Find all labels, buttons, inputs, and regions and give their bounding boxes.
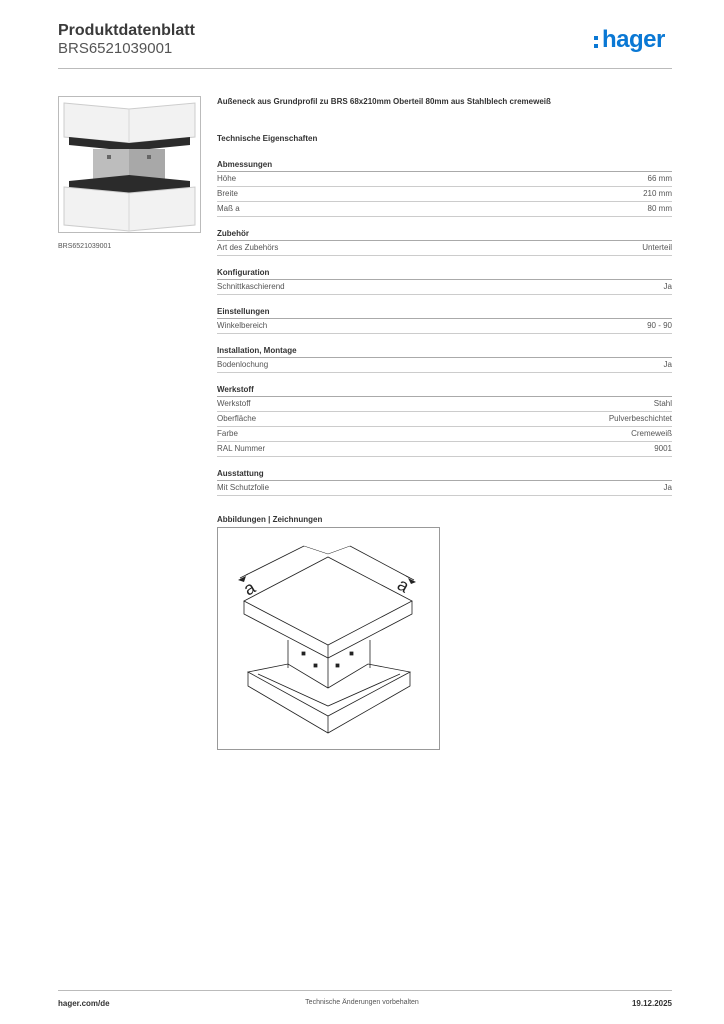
- spec-group: [217, 158, 672, 217]
- spec-label: Winkelbereich: [217, 321, 268, 330]
- spec-row: [217, 319, 672, 334]
- spec-value: Ja: [663, 360, 672, 369]
- spec-group: [217, 383, 672, 457]
- spec-group: [217, 344, 672, 373]
- spec-value: Ja: [663, 282, 672, 291]
- spec-label: Art des Zubehörs: [217, 243, 279, 252]
- header-divider: [58, 68, 672, 69]
- spec-group: [217, 227, 672, 256]
- spec-label: Mit Schutzfolie: [217, 483, 270, 492]
- spec-row: [217, 187, 672, 202]
- drawings-heading: Abbildungen | Zeichnungen: [217, 515, 323, 524]
- dimension-a-left: a: [240, 577, 259, 600]
- spec-group-heading: Werkstoff: [217, 383, 672, 397]
- spec-value: 9001: [654, 444, 672, 453]
- spec-row: [217, 397, 672, 412]
- spec-label: Schnittkaschierend: [217, 282, 285, 291]
- spec-groups: [217, 158, 672, 496]
- image-caption: BRS6521039001: [58, 243, 112, 250]
- tech-properties-heading: Technische Eigenschaften: [217, 134, 318, 143]
- spec-value: Unterteil: [642, 243, 672, 252]
- logo-dot-icon: [594, 36, 598, 40]
- spec-label: Werkstoff: [217, 399, 251, 408]
- spec-row: [217, 442, 672, 457]
- footer-website-link[interactable]: hager.com/de: [58, 999, 110, 1008]
- spec-label: Oberfläche: [217, 414, 257, 423]
- spec-label: Maß a: [217, 204, 240, 213]
- spec-group: [217, 305, 672, 334]
- footer-notice: Technische Änderungen vorbehalten: [305, 999, 419, 1006]
- spec-row: [217, 481, 672, 496]
- product-image: [58, 96, 201, 233]
- spec-row: [217, 280, 672, 295]
- spec-value: 210 mm: [643, 189, 672, 198]
- spec-label: Höhe: [217, 174, 237, 183]
- spec-group-heading: Abmessungen: [217, 158, 672, 172]
- spec-row: [217, 172, 672, 187]
- spec-value: Cremeweiß: [631, 429, 672, 438]
- spec-row: [217, 358, 672, 373]
- spec-value: 80 mm: [647, 204, 672, 213]
- spec-value: Stahl: [653, 399, 672, 408]
- technical-drawing: [217, 527, 440, 750]
- spec-label: RAL Nummer: [217, 444, 266, 453]
- spec-group-heading: Ausstattung: [217, 467, 672, 481]
- spec-row: [217, 427, 672, 442]
- spec-label: Farbe: [217, 429, 238, 438]
- spec-row: [217, 202, 672, 217]
- spec-group-heading: Zubehör: [217, 227, 672, 241]
- dimension-a-right: a: [394, 574, 413, 597]
- footer-divider: [58, 990, 672, 991]
- page-title: Produktdatenblatt: [58, 22, 195, 39]
- spec-group-heading: Installation, Montage: [217, 344, 672, 358]
- spec-label: Bodenlochung: [217, 360, 269, 369]
- spec-row: [217, 241, 672, 256]
- product-description: Außeneck aus Grundprofil zu BRS 68x210mm Oberteil 80mm aus Stahlblech cremeweiß: [217, 97, 551, 106]
- spec-value: Pulverbeschichtet: [608, 414, 672, 423]
- logo-text: hager: [602, 26, 665, 53]
- spec-group: [217, 467, 672, 496]
- spec-group: [217, 266, 672, 295]
- spec-group-heading: Konfiguration: [217, 266, 672, 280]
- footer-date: 19.12.2025: [631, 999, 672, 1008]
- logo-dot-icon: [594, 44, 598, 48]
- spec-value: 66 mm: [647, 174, 672, 183]
- product-number: BRS6521039001: [58, 40, 173, 57]
- spec-group-heading: Einstellungen: [217, 305, 672, 319]
- spec-row: [217, 412, 672, 427]
- spec-label: Breite: [217, 189, 238, 198]
- spec-value: 90 - 90: [647, 321, 672, 330]
- specs-section: [217, 96, 672, 526]
- spec-value: Ja: [663, 483, 672, 492]
